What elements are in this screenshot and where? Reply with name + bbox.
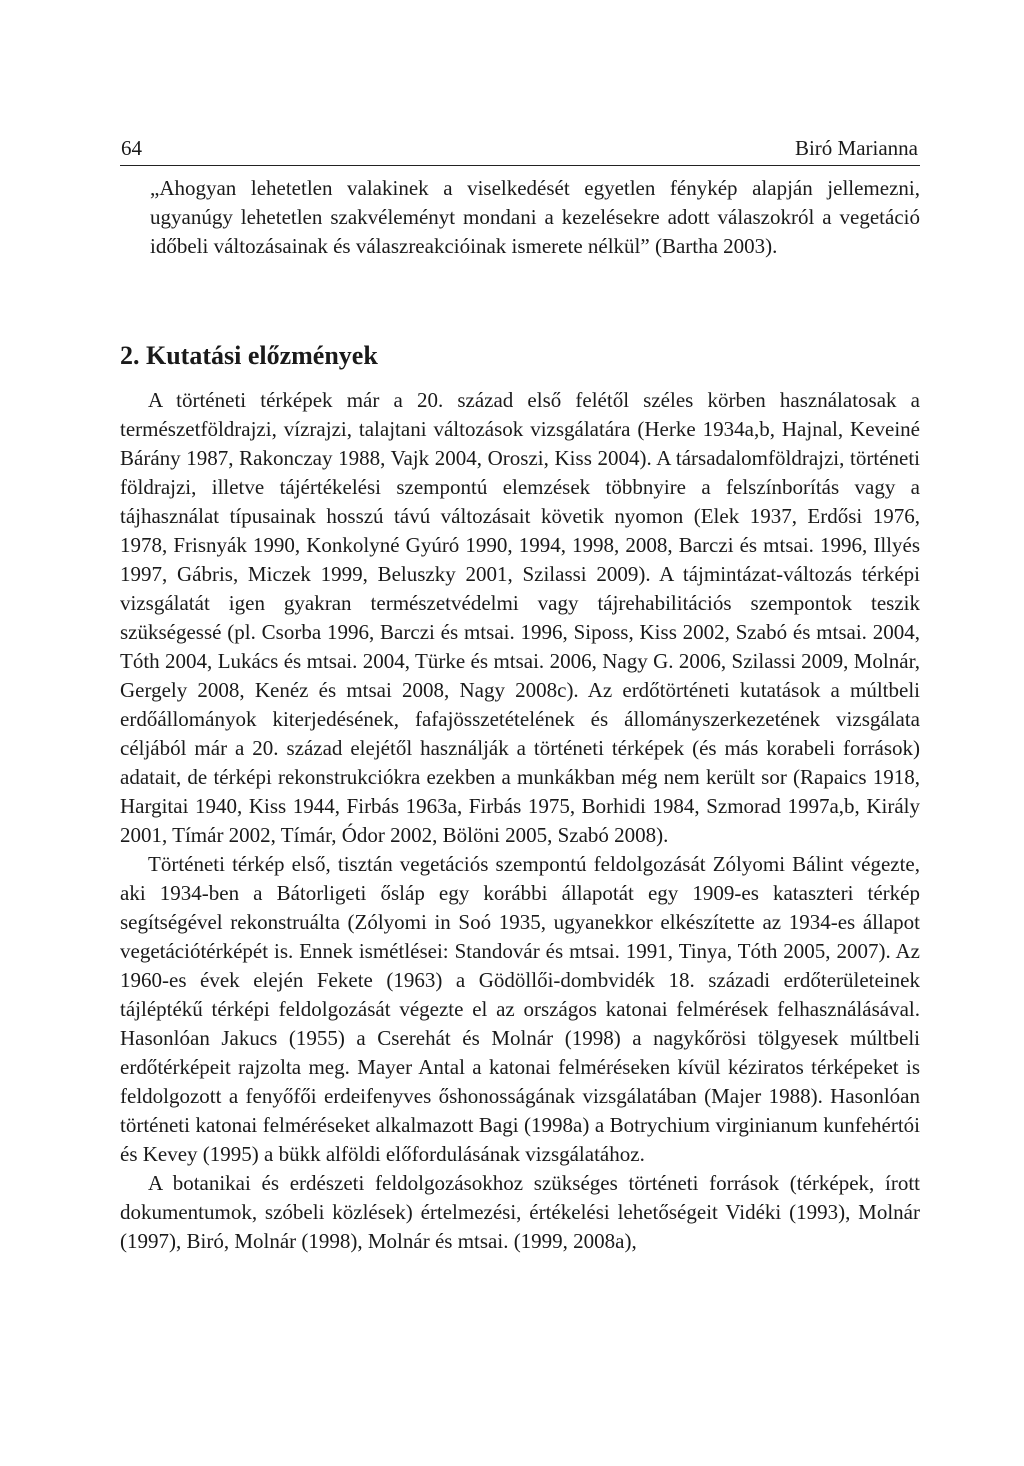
body-text <box>120 174 920 1256</box>
page-number: 64 <box>121 136 142 160</box>
header-author: Biró Marianna <box>794 136 918 160</box>
running-header <box>120 135 920 166</box>
paragraph: A történeti térképek már a 20. század első felétől széles körben használatosak a természetföldrajzi, vízrajzi, talajtani változások vizsgálatára (Herke 1934a,b, Hajnal, Keveiné Bárány 1987, Rakonczay 1988, Vajk 2004, Oroszi, Kiss 2004). A társadalomföldrajzi, történeti földrajzi, illetve tájértékelési szempontú elemzések többnyire a felszínborítás vagy a tájhasználat típusainak hosszú távú változásait követik nyomon (Elek 1937, Erdősi 1976, 1978, Frisnyák 1990, Konkolyné Gyúró 1990, 1994, 1998, 2008, Barczi és mtsai. 1996, Illyés 1997, Gábris, Miczek 1999, Beluszky 2001, Szilassi 2009). A tájmintázat-változás térképi vizsgálatát igen gyakran természetvédelmi vagy tájrehabilitációs szempontok teszik szükségessé (pl. Csorba 1996, Barczi és mtsai. 1996, Siposs, Kiss 2002, Szabó és mtsai. 2004, Tóth 2004, Lukács és mtsai. 2004, Türke és mtsai. 2006, Nagy G. 2006, Szilassi 2009, Molnár, Gergely 2008, Kenéz és mtsai 2008, Nagy 2008c). Az erdőtörténeti kutatások a múltbeli erdőállományok kiterjedésének, fafajösszetételének és állományszerkezetének vizsgálata céljából már a 20. század elejétől használják a történeti térképek (és más korabeli források) adatait, de térképi rekonstrukciókra ezekben a munkákban még nem került sor (Rapaics 1918, Hargitai 1940, Kiss 1944, Firbás 1963a, Firbás 1975, Borhidi 1984, Szmorad 1997a,b, Király 2001, Tímár 2002, Tímár, Ódor 2002, Bölöni 2005, Szabó 2008). <box>120 388 920 847</box>
paragraph: A botanikai és erdészeti feldolgozásokhoz szükséges történeti források (térképek, írott dokumentumok, szóbeli közlések) értelmezési, értékelési lehetőségeit Vidéki (1993), Molnár (1997), Biró, Molnár (1998), Molnár és mtsai. (1999, 2008a), <box>120 1171 920 1253</box>
opening-quote: „Ahogyan lehetetlen valakinek a viselkedését egyetlen fénykép alapján jellemezni, ugyanúgy lehetetlen szakvéleményt mondani a kezelésekre adott válaszokról a vegetáció időbeli változásainak és válaszreakcióinak ismerete nélkül” (Bartha 2003). <box>150 176 920 258</box>
paragraph: Történeti térkép első, tisztán vegetációs szempontú feldolgozását Zólyomi Bálint végezte, aki 1934-ben a Bátorligeti ősláp egy korábbi állapotát egy 1909-es kataszteri térkép segítségével rekonstruálta (Zólyomi in Soó 1935, ugyanekkor elkészítette az 1934-es állapot vegetációtérképét is. Ennek ismétlései: Standovár és mtsai. 1991, Tinya, Tóth 2005, 2007). Az 1960-es évek elején Fekete (1963) a Gödöllői-dombvidék 18. századi erdőterületeinek tájléptékű térképi feldolgozását végezte el az országos katonai felmérések felhasználásával. Hasonlóan Jakucs (1955) a Cserehát és Molnár (1998) a nagykőrösi tölgyesek múltbeli erdőtérképeit rajzolta meg. Mayer Antal a katonai felméréseken kívül kéziratos térképeket is feldolgozott a fenyőfői erdeifenyves őshonosságának vizsgálatában (Majer 1988). Hasonlóan történeti katonai felméréseket alkalmazott Bagi (1998a) a Botrychium virginianum kunfehértói és Kevey (1995) a bükk alföldi előfordulásának vizsgálatához. <box>120 852 920 1166</box>
section-heading: 2. Kutatási előzmények <box>120 341 378 370</box>
